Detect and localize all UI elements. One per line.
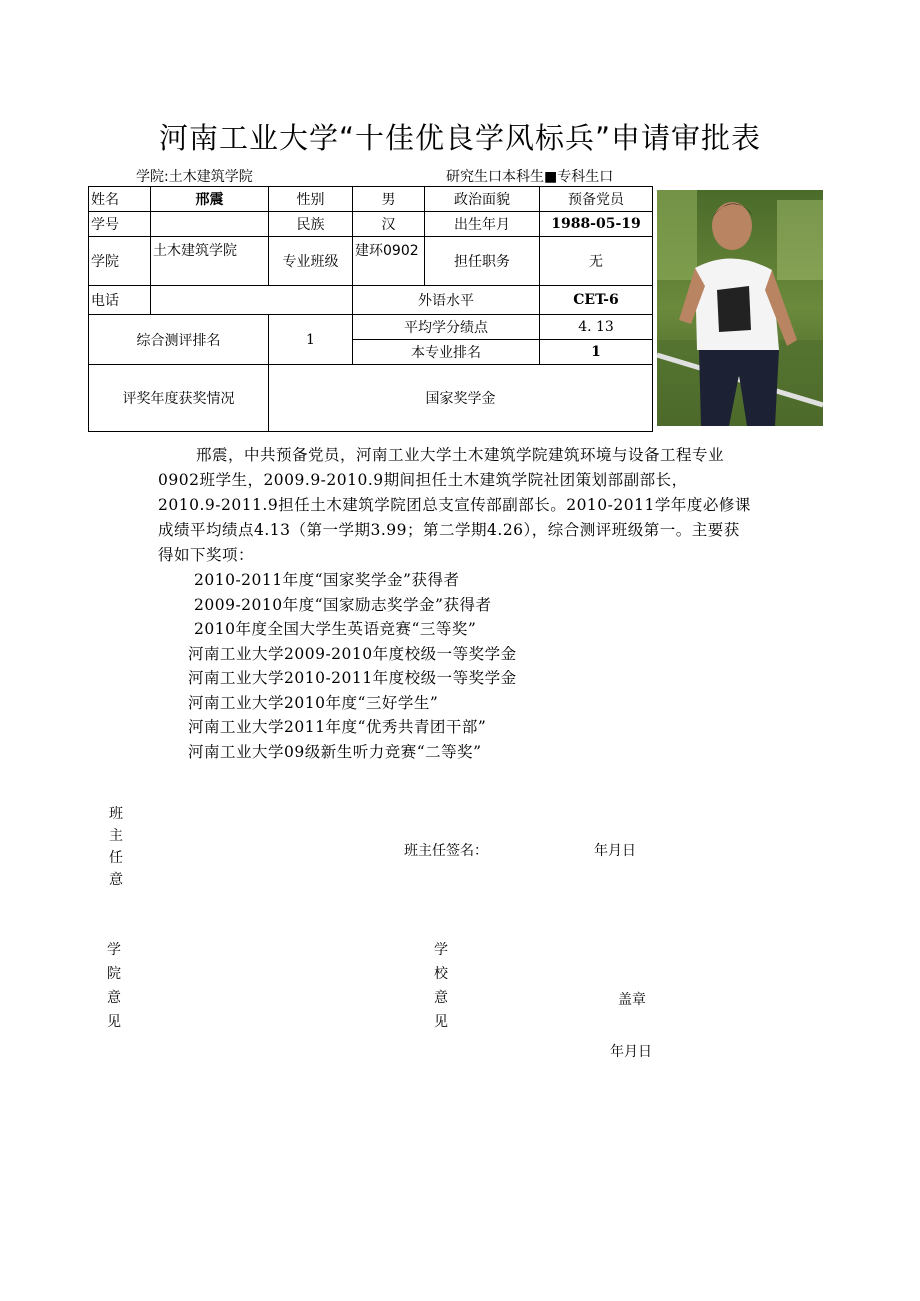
vertical-char: 学	[107, 942, 121, 958]
statement-line: 0902班学生，2009.9-2010.9期间担任土木建筑学院社团策划部副部长，	[158, 471, 688, 489]
application-form-table	[88, 186, 653, 432]
language-label: 外语水平	[353, 286, 540, 315]
awards-value: 国家奖学金	[269, 365, 653, 432]
statement-line: 得如下奖项：	[158, 546, 255, 564]
name-label: 姓名	[89, 187, 151, 212]
vertical-char: 任	[109, 850, 123, 866]
language-value: CET-6	[540, 286, 653, 315]
award-item: 2009-2010年度“国家励志奖学金”获得者	[194, 595, 492, 614]
political-value: 预备党员	[540, 187, 653, 212]
vertical-char: 意	[107, 990, 121, 1006]
major-rank-value: 1	[540, 340, 653, 365]
statement-line: 成绩平均绩点4.13（第一学期3.99；第二学期4.26），综合测评班级第一。主要获	[158, 521, 740, 539]
name-value: 邢震	[151, 187, 269, 212]
award-item: 河南工业大学2009-2010年度校级一等奖学金	[188, 644, 517, 663]
ranking-label: 综合测评排名	[89, 315, 269, 365]
statement-line: 2010.9-2011.9担任土木建筑学院团总支宣传部副部长。2010-2011学年度必修课	[158, 496, 751, 514]
birth-value: 1988-05-19	[540, 212, 653, 237]
major-value: 建环0902	[353, 237, 425, 286]
class-teacher-signature-label: 班主任签名：	[404, 843, 488, 859]
statement-line: 邢震，中共预备党员，河南工业大学土木建筑学院建筑环境与设备工程专业	[196, 446, 725, 464]
vertical-char: 见	[107, 1014, 121, 1030]
vertical-char: 学	[434, 942, 448, 958]
page-title: 河南工业大学“十佳优良学风标兵”申请审批表	[158, 121, 762, 155]
seal-label: 盖章	[618, 992, 646, 1008]
ranking-value: 1	[269, 315, 353, 365]
award-item: 2010-2011年度“国家奖学金”获得者	[194, 571, 460, 589]
student-photo	[657, 190, 823, 426]
vertical-char: 意	[109, 872, 123, 888]
school-date: 年月日	[610, 1044, 652, 1060]
award-item: 河南工业大学09级新生听力竞赛“二等奖”	[188, 742, 482, 761]
vertical-char: 意	[434, 990, 448, 1006]
phone-value	[151, 286, 353, 315]
position-label: 担任职务	[425, 237, 540, 286]
major-rank-label: 本专业排名	[353, 340, 540, 365]
award-item: 2010年度全国大学生英语竞赛“三等奖”	[194, 620, 477, 638]
class-teacher-date: 年月日	[594, 843, 636, 859]
birth-label: 出生年月	[425, 212, 540, 237]
student-id-value	[151, 212, 269, 237]
political-label: 政治面貌	[425, 187, 540, 212]
degree-type-meta: 研究生口本科生■专科生口	[446, 169, 614, 185]
vertical-char: 见	[434, 1014, 448, 1030]
student-photo-illustration	[657, 190, 823, 426]
vertical-char: 班	[109, 806, 123, 822]
college-opinion-label	[106, 938, 122, 1034]
award-item: 河南工业大学2010年度“三好学生”	[188, 693, 439, 712]
school-opinion-label	[433, 938, 449, 1034]
gender-label: 性别	[269, 187, 353, 212]
college-meta: 学院:土木建筑学院	[136, 169, 253, 185]
award-item: 河南工业大学2010-2011年度校级一等奖学金	[188, 669, 517, 687]
award-item: 河南工业大学2011年度“优秀共青团干部”	[188, 718, 487, 736]
college-label: 学院	[89, 237, 151, 286]
college-value: 土木建筑学院	[151, 237, 269, 286]
vertical-char: 主	[109, 828, 123, 844]
phone-label: 电话	[89, 286, 151, 315]
ethnicity-value: 汉	[353, 212, 425, 237]
major-label: 专业班级	[269, 237, 353, 286]
ethnicity-label: 民族	[269, 212, 353, 237]
class-teacher-opinion-label	[108, 803, 124, 891]
personal-statement	[158, 443, 822, 568]
gpa-label: 平均学分绩点	[353, 315, 540, 340]
gpa-value: 4. 13	[540, 315, 653, 340]
vertical-char: 院	[107, 966, 121, 982]
awards-label: 评奖年度获奖情况	[89, 365, 269, 432]
vertical-char: 校	[434, 966, 448, 982]
gender-value: 男	[353, 187, 425, 212]
student-id-label: 学号	[89, 212, 151, 237]
position-value: 无	[540, 237, 653, 286]
